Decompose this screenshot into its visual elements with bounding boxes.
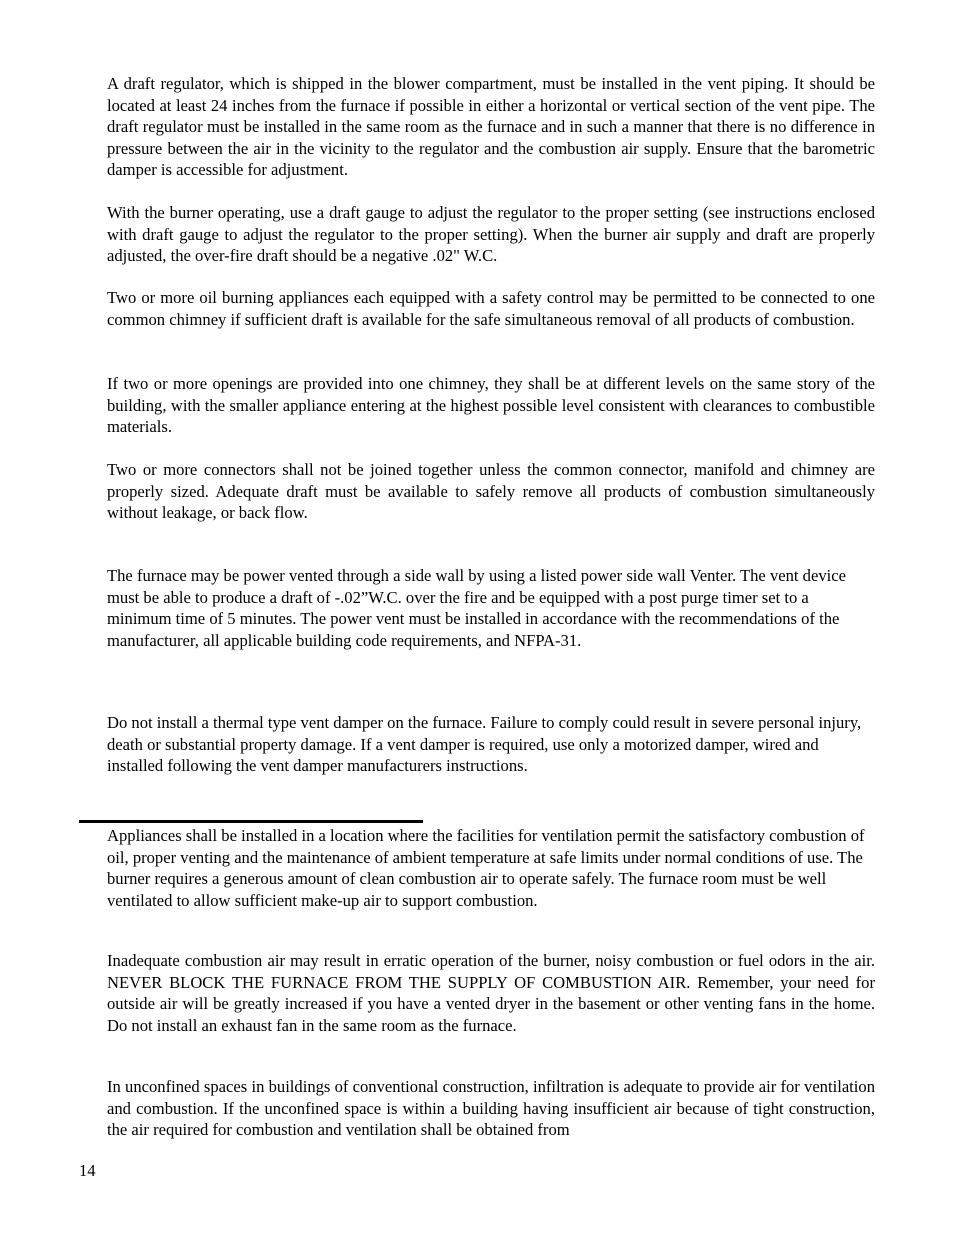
section-divider-rule <box>79 820 423 823</box>
paragraph-ventilation: Appliances shall be installed in a location where the facilities for ventilation permit the satisfactory combustion of oil, proper venting and the maintenance of ambient temperature at safe limits under normal conditions of use. The burner requires a generous amount of clean combustion air to operate safely. The furnace room must be well ventilated to allow sufficient make-up air to support combustion. <box>107 826 865 910</box>
paragraph-chimney-openings: If two or more openings are provided into one chimney, they shall be at different levels on the same story of the building, with the smaller appliance entering at the highest possible level consistent with clearances to combustible materials. <box>107 374 875 436</box>
paragraph-connectors: Two or more connectors shall not be joined together unless the common connector, manifold and chimney are properly sized. Adequate draft must be available to safely remove all products of combustion simultaneously without leakage, or back flow. <box>107 460 875 522</box>
paragraph-draft-regulator: A draft regulator, which is shipped in the blower compartment, must be installed in the vent piping. It should be located at least 24 inches from the furnace if possible in either a horizontal or vertical section of the vent pipe. The draft regulator must be installed in the same room as the furnace and in such a manner that there is no difference in pressure between the air in the vicinity to the regulator and the combustion air supply. Ensure that the barometric damper is accessible for adjustment. <box>107 74 875 179</box>
paragraph-vent-damper: Do not install a thermal type vent damper on the furnace. Failure to comply could result in severe personal injury, death or substantial property damage. If a vent damper is required, use only a motorized damper, wired and installed following the vent damper manufacturers instructions. <box>107 713 862 775</box>
paragraph-draft-gauge: With the burner operating, use a draft gauge to adjust the regulator to the proper setting (see instructions enclosed with draft gauge to adjust the regulator to the proper setting). When the burner air supply and draft are properly adjusted, the over-fire draft should be a negative .02" W.C. <box>107 203 875 265</box>
page-number: 14 <box>79 1161 96 1180</box>
paragraph-common-chimney: Two or more oil burning appliances each equipped with a safety control may be permitted to be connected to one common chimney if sufficient draft is available for the safe simultaneous removal of all products of combustion. <box>107 288 875 329</box>
paragraph-power-vent: The furnace may be power vented through a side wall by using a listed power side wall Venter. The vent device must be able to produce a draft of -.02”W.C. over the fire and be equipped with a post purge timer set to a minimum time of 5 minutes. The power vent must be installed in accordance with the recommendations of the manufacturer, all applicable building code requirements, and NFPA-31. <box>107 566 846 650</box>
paragraph-unconfined-spaces: In unconfined spaces in buildings of conventional construction, infiltration is adequate to provide air for ventilation and combustion. If the unconfined space is within a building having insufficient air because of tight construction, the air required for combustion and ventilation shall be obtained from <box>107 1077 875 1139</box>
paragraph-inadequate-air: Inadequate combustion air may result in erratic operation of the burner, noisy combustion or fuel odors in the air. NEVER BLOCK THE FURNACE FROM THE SUPPLY OF COMBUSTION AIR. Remember, your need for outside air will be greatly increased if you have a vented dryer in the basement or other venting fans in the home. Do not install an exhaust fan in the same room as the furnace. <box>107 951 875 1035</box>
